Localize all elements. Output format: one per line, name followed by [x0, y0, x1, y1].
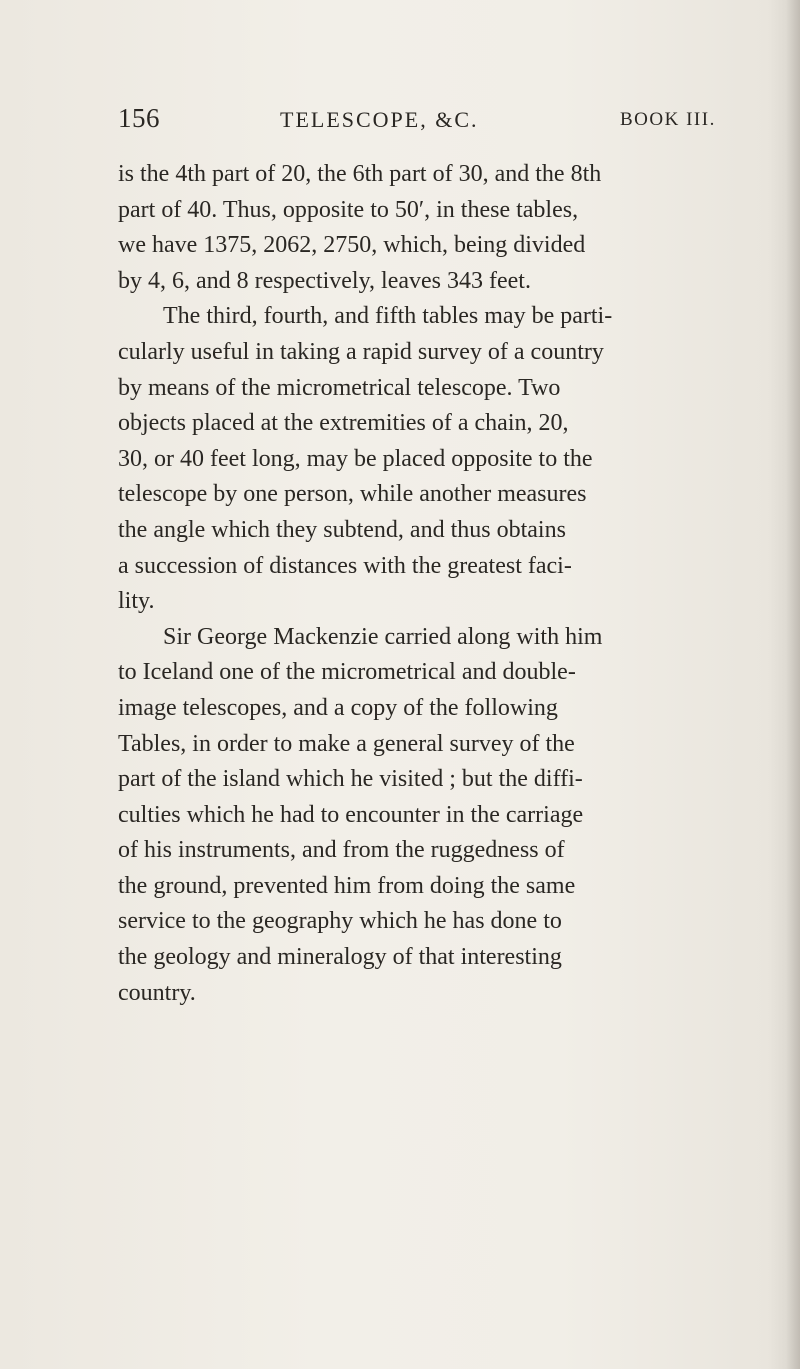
text-line: the angle which they subtend, and thus obtains	[118, 516, 566, 543]
text-line: the geology and mineralogy of that interesting	[118, 944, 562, 971]
text-line: by 4, 6, and 8 respectively, leaves 343 feet.	[118, 267, 531, 294]
text-line: of his instruments, and from the ruggedness of	[118, 837, 565, 864]
book-section: BOOK III.	[620, 109, 716, 130]
text-line: 30, or 40 feet long, may be placed opposite to the	[118, 445, 593, 472]
running-title: TELESCOPE, &C.	[280, 107, 479, 132]
running-header	[118, 103, 798, 139]
text-line: telescope by one person, while another measures	[118, 481, 587, 508]
text-line: Tables, in order to make a general survey of the	[118, 730, 575, 757]
text-line: lity.	[118, 588, 155, 615]
text-line: The third, fourth, and fifth tables may be parti-	[163, 303, 613, 330]
text-line: culties which he had to encounter in the carriage	[118, 801, 584, 828]
text-line: by means of the micrometrical telescope. Two	[118, 374, 561, 401]
text-line: a succession of distances with the greatest faci-	[118, 552, 572, 579]
text-line: country.	[118, 979, 196, 1006]
text-line: we have 1375, 2062, 2750, which, being divided	[118, 232, 586, 259]
body-text	[118, 157, 798, 1011]
text-line: cularly useful in taking a rapid survey of a country	[118, 338, 604, 365]
page-number: 156	[118, 103, 160, 133]
text-line: the ground, prevented him from doing the same	[118, 872, 576, 899]
text-line: to Iceland one of the micrometrical and double-	[118, 659, 576, 686]
text-line: objects placed at the extremities of a chain, 20,	[118, 410, 569, 437]
text-line: part of 40. Thus, opposite to 50′, in these tables,	[118, 196, 579, 223]
text-line: Sir George Mackenzie carried along with him	[163, 623, 603, 650]
text-line: service to the geography which he has done to	[118, 908, 562, 935]
text-line: part of the island which he visited ; but the diffi-	[118, 766, 583, 793]
text-line: image telescopes, and a copy of the following	[118, 694, 558, 721]
text-line: is the 4th part of 20, the 6th part of 30, and the 8th	[118, 161, 602, 187]
